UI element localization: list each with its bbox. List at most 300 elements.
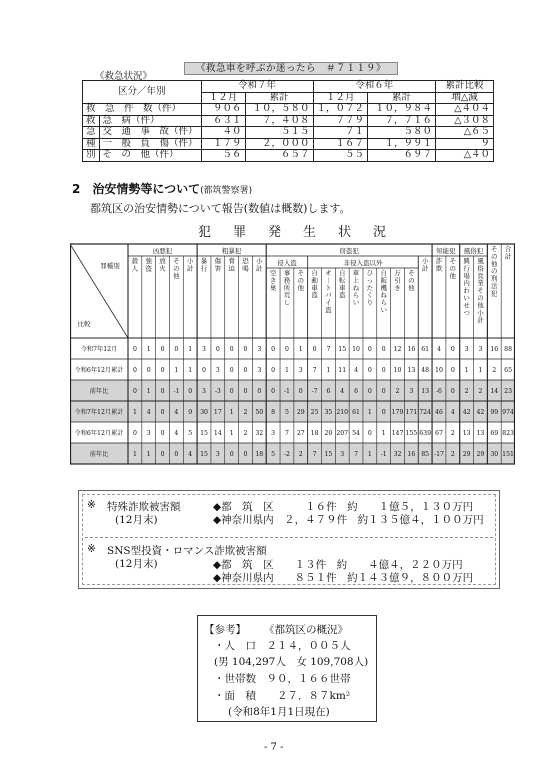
- ambulance-table: [82, 80, 494, 162]
- table-cell: 3: [146, 430, 151, 437]
- amb-cell: ６９７: [368, 150, 436, 162]
- column-header: 所: [283, 283, 291, 292]
- amb-row-label: 交 通 事 故（件）: [99, 127, 201, 139]
- reference-title: 《都筑区の概況》: [264, 624, 348, 636]
- amb-side-label: 別: [83, 150, 100, 162]
- ambulance-banner: 《救急車を呼ぶか迷ったら ＃７１１９》: [184, 62, 398, 75]
- column-header: た: [366, 283, 374, 292]
- table-cell: 0: [367, 367, 372, 374]
- column-header: 小: [421, 257, 429, 265]
- column-header: 巣: [269, 283, 277, 292]
- amb-row-label: 急 病（件）: [99, 115, 201, 127]
- column-header: 火: [159, 264, 166, 273]
- table-cell: 0: [450, 388, 455, 395]
- column-header: 放: [159, 257, 166, 265]
- column-header: 機: [380, 283, 387, 292]
- table-cell: 974: [502, 409, 514, 416]
- header-total2: 累計: [368, 92, 436, 104]
- column-header: 他: [297, 283, 305, 292]
- header-year1: 令和７年: [201, 81, 313, 93]
- table-cell: 7: [312, 367, 317, 374]
- table-cell: -7: [311, 388, 318, 395]
- column-header: 合: [504, 245, 512, 253]
- column-header: 殺: [131, 257, 139, 265]
- column-header: 盗: [325, 306, 332, 314]
- column-header: し: [283, 298, 291, 307]
- column-header: 計: [186, 264, 194, 273]
- table-border: [71, 244, 515, 464]
- fraud2-period: (12月末): [115, 558, 158, 570]
- table-cell: 7: [284, 430, 289, 437]
- column-header: 暴: [200, 257, 208, 265]
- table-cell: 1: [146, 388, 151, 395]
- column-header: ね: [380, 291, 387, 300]
- table-cell: 9: [188, 409, 193, 416]
- table-cell: 1: [188, 367, 193, 374]
- table-cell: 16: [407, 346, 416, 353]
- column-header: 計: [477, 316, 484, 325]
- column-header: 傷: [214, 257, 222, 265]
- table-cell: 3: [464, 346, 469, 353]
- amb-side-label: 救: [83, 115, 100, 127]
- table-cell: -1: [173, 388, 180, 395]
- table-cell: 61: [421, 346, 430, 353]
- table-cell: 30: [200, 409, 208, 416]
- table-cell: 29: [462, 451, 471, 458]
- column-header: 迫: [228, 264, 235, 273]
- table-cell: 0: [132, 430, 137, 437]
- column-header: 引: [394, 276, 401, 285]
- column-header: 内: [463, 279, 470, 288]
- table-cell: 724: [419, 409, 432, 416]
- table-cell: 46: [435, 409, 443, 416]
- section2-heading-note: (都筑警察署): [200, 186, 253, 196]
- column-header: 車: [311, 283, 318, 292]
- amb-row-label: 救 急 件 数（件）: [83, 104, 202, 116]
- column-header: そ: [477, 286, 484, 295]
- column-header: 法: [491, 282, 498, 290]
- table-cell: 0: [243, 346, 248, 353]
- header-total1: 累計: [245, 92, 313, 104]
- column-header: 他: [408, 283, 415, 292]
- amb-cell: ７，７１６: [368, 115, 436, 127]
- reference-population: ・人 口 ２１４，００５人: [214, 640, 351, 652]
- column-header: 詐: [435, 257, 443, 265]
- row-label: 令和6年12月累計: [74, 367, 124, 374]
- table-cell: 0: [271, 346, 276, 353]
- table-cell: 2: [478, 388, 483, 395]
- table-cell: 0: [174, 451, 179, 458]
- column-header: ね: [352, 283, 360, 292]
- amb-cell: △３０８: [436, 115, 494, 127]
- table-cell: 88: [504, 346, 513, 353]
- fraud2-mark: ※: [87, 543, 96, 555]
- column-header: 欺: [435, 264, 443, 273]
- column-header: い: [352, 298, 360, 307]
- amb-cell: １７９: [201, 138, 245, 150]
- table-cell: 29: [476, 451, 485, 458]
- column-header: の: [173, 264, 180, 273]
- corner-top-label: 罪種別: [100, 262, 120, 270]
- amb-cell: ５８０: [368, 127, 436, 139]
- table-cell: 32: [255, 430, 264, 437]
- table-cell: 7: [312, 451, 317, 458]
- table-cell: -2: [283, 451, 290, 458]
- column-header: 盗: [311, 291, 318, 300]
- table-cell: 0: [202, 367, 206, 374]
- fraud1-mark: ※: [87, 499, 96, 511]
- column-header: り: [366, 298, 374, 307]
- amb-cell: １０，５８０: [245, 104, 313, 116]
- column-header: の: [477, 294, 484, 302]
- fraud-box: [78, 490, 500, 589]
- table-cell: 0: [381, 346, 386, 353]
- table-cell: 0: [367, 346, 372, 353]
- table-cell: 18: [255, 451, 264, 458]
- amb-cell: ５１５: [245, 127, 313, 139]
- table-cell: 0: [229, 346, 234, 353]
- column-header: 恐: [242, 257, 249, 265]
- amb-side-label: 種: [83, 138, 100, 150]
- table-cell: 61: [352, 409, 360, 416]
- column-header: 盗: [145, 264, 152, 273]
- table-cell: 0: [450, 346, 455, 353]
- table-cell: 4: [188, 451, 193, 458]
- table-cell: 639: [419, 430, 432, 437]
- section2-heading: [72, 180, 252, 197]
- table-cell: 1: [174, 367, 179, 374]
- table-cell: 16: [490, 346, 499, 353]
- table-cell: 48: [421, 367, 430, 374]
- header-month2: １２月: [313, 92, 368, 104]
- row-label: 令和7年12月: [80, 346, 118, 353]
- table-cell: 13: [407, 367, 416, 374]
- table-cell: 3: [409, 388, 414, 395]
- table-cell: 151: [502, 451, 514, 458]
- amb-cell: １６７: [313, 138, 368, 150]
- table-cell: 0: [188, 388, 193, 395]
- table-cell: 1: [478, 367, 483, 374]
- column-header: そ: [297, 269, 305, 277]
- table-cell: 1: [146, 346, 151, 353]
- column-header: 計: [256, 264, 263, 273]
- table-cell: 3: [257, 367, 262, 374]
- header-compare2: 増△減: [436, 92, 494, 104]
- amb-cell: １，９９１: [368, 138, 436, 150]
- table-cell: 171: [405, 409, 418, 416]
- table-cell: 2: [492, 367, 497, 374]
- amb-cell: ９０６: [201, 104, 245, 116]
- table-cell: 10: [393, 367, 402, 374]
- table-cell: 3: [257, 346, 262, 353]
- table-cell: 0: [160, 409, 165, 416]
- column-header: 人: [131, 264, 139, 273]
- reference-box: [197, 615, 377, 722]
- group-header: 知能犯: [436, 247, 456, 255]
- crime-table-svg: [70, 242, 515, 466]
- table-cell: 12: [393, 346, 402, 353]
- section2-heading-text: 2 治安情勢等について: [72, 182, 201, 196]
- table-cell: 13: [421, 388, 430, 395]
- table-cell: 1: [229, 409, 234, 416]
- column-header: ｜: [325, 276, 332, 285]
- column-header: 他: [449, 271, 457, 280]
- table-cell: -3: [214, 388, 221, 395]
- amb-side-label: 急: [83, 127, 100, 139]
- column-header: き: [394, 283, 401, 292]
- column-header: 事: [283, 269, 291, 277]
- column-header: の: [491, 267, 498, 276]
- table-cell: 0: [243, 367, 248, 374]
- table-cell: 17: [213, 409, 222, 416]
- table-cell: 3: [215, 451, 220, 458]
- table-cell: 13: [476, 430, 485, 437]
- table-cell: 4: [174, 409, 179, 416]
- table-cell: 20: [324, 430, 333, 437]
- column-header: 車: [352, 269, 360, 277]
- column-header: 刑: [491, 274, 498, 283]
- table-cell: 155: [405, 430, 418, 437]
- column-header: 計: [421, 264, 429, 273]
- table-cell: 50: [255, 409, 264, 416]
- amb-cell: ４０: [201, 127, 245, 139]
- table-cell: 15: [324, 451, 333, 458]
- column-header: の: [491, 252, 498, 261]
- amb-cell: ５５: [313, 150, 368, 162]
- amb-cell: １，０７２: [313, 104, 368, 116]
- table-cell: 179: [391, 409, 404, 416]
- table-cell: 1: [367, 409, 372, 416]
- table-cell: 0: [160, 367, 165, 374]
- crime-title: 犯罪発生状況: [198, 225, 409, 240]
- table-cell: 3: [202, 388, 206, 395]
- column-header: の: [408, 276, 415, 285]
- column-header: オ: [325, 269, 332, 277]
- table-cell: 7: [354, 451, 359, 458]
- row-label: 令和7年12月累計: [74, 409, 124, 416]
- table-cell: 0: [450, 367, 455, 374]
- ambulance-section-label: 《救急状況》: [95, 71, 153, 82]
- table-cell: 27: [296, 430, 305, 437]
- column-header: 小: [477, 308, 484, 317]
- amb-cell: ６３１: [201, 115, 245, 127]
- table-cell: 10: [352, 346, 360, 353]
- header-category: 区分／年別: [83, 81, 202, 104]
- table-cell: 5: [188, 430, 193, 437]
- table-cell: 0: [367, 430, 372, 437]
- column-header: 転: [338, 276, 346, 285]
- column-header: 他: [477, 301, 484, 310]
- table-cell: 32: [393, 451, 402, 458]
- column-header: 上: [352, 276, 360, 285]
- column-header: 業: [477, 279, 484, 288]
- table-cell: 0: [160, 430, 165, 437]
- column-header: そ: [449, 257, 457, 265]
- table-cell: 0: [160, 451, 165, 458]
- table-cell: 1: [146, 451, 151, 458]
- column-header: つ: [463, 308, 470, 317]
- reference-area: ・面 積 ２７．８７km²: [214, 690, 351, 702]
- table-cell: 30: [490, 451, 499, 458]
- table-cell: 3: [478, 346, 483, 353]
- column-header: そ: [173, 257, 180, 265]
- column-header: 行: [200, 264, 208, 273]
- table-cell: 67: [435, 430, 443, 437]
- row-label: 前年比: [89, 451, 109, 458]
- table-cell: 18: [310, 430, 319, 437]
- table-cell: 0: [271, 388, 276, 395]
- header-compare: 累計比較: [436, 81, 494, 93]
- reference-as-of: (令和8年1月1日現在): [228, 706, 330, 718]
- subgroup-header: 非侵入盗以外: [343, 259, 383, 267]
- fraud1-period: (12月末): [115, 514, 158, 526]
- amb-cell: ２，０００: [245, 138, 313, 150]
- table-cell: 0: [132, 388, 137, 395]
- column-header: 空: [269, 269, 277, 277]
- group-header: 窃盗犯: [339, 247, 359, 255]
- table-cell: 1: [229, 430, 234, 437]
- column-header: 小: [186, 257, 194, 265]
- table-cell: 1: [298, 346, 303, 353]
- table-cell: 0: [229, 367, 234, 374]
- table-cell: 210: [336, 409, 349, 416]
- column-header: 自: [338, 269, 346, 277]
- column-header: 自: [311, 269, 318, 277]
- table-cell: 1: [326, 367, 331, 374]
- table-cell: 42: [476, 409, 485, 416]
- table-cell: 6: [326, 388, 331, 395]
- table-cell: 1: [132, 409, 137, 416]
- table-cell: 11: [338, 367, 347, 374]
- table-cell: 1: [188, 346, 193, 353]
- column-header: の: [297, 276, 305, 285]
- column-header: 興: [463, 257, 470, 265]
- table-cell: 3: [271, 430, 276, 437]
- table-cell: -1: [283, 388, 290, 395]
- table-cell: 0: [381, 367, 386, 374]
- table-cell: 3: [340, 451, 345, 458]
- column-header: 荒: [283, 291, 291, 300]
- amb-row-label: 一 般 負 傷（件）: [99, 138, 201, 150]
- table-cell: 207: [336, 430, 349, 437]
- crime-table: [70, 242, 515, 466]
- column-header: そ: [408, 269, 415, 277]
- fraud-box-divider: [85, 537, 493, 538]
- column-header: い: [463, 294, 470, 302]
- table-cell: 14: [490, 388, 499, 395]
- row-label: 令和6年12月累計: [74, 430, 124, 437]
- table-cell: 15: [200, 451, 208, 458]
- fraud1-line1: ◆都 筑 区 １６件 約 １億５，１３０万円: [213, 501, 474, 513]
- amb-cell: ６５７: [245, 150, 313, 162]
- table-cell: 0: [215, 346, 220, 353]
- table-cell: 0: [160, 346, 165, 353]
- column-header: く: [366, 291, 374, 300]
- column-header: わ: [463, 286, 470, 295]
- table-cell: 3: [202, 346, 206, 353]
- table-cell: 10: [435, 367, 443, 374]
- group-header: 凶悪犯: [152, 247, 173, 255]
- column-header: き: [269, 276, 277, 285]
- table-cell: 147: [391, 430, 404, 437]
- column-header: 動: [311, 276, 318, 285]
- amb-cell: △６５: [436, 127, 494, 139]
- table-cell: 0: [298, 388, 303, 395]
- table-cell: 1: [132, 451, 137, 458]
- reference-population-detail: (男 104,297人 女 109,708人): [214, 656, 369, 668]
- table-cell: 69: [490, 430, 499, 437]
- table-cell: 4: [437, 346, 441, 353]
- fraud2-title: SNS型投資・ロマンス詐欺被害額: [107, 545, 267, 557]
- table-cell: 0: [243, 451, 248, 458]
- table-cell: 3: [215, 367, 220, 374]
- page-number: - 7 -: [264, 742, 284, 753]
- table-cell: 0: [381, 409, 386, 416]
- table-cell: 15: [338, 346, 347, 353]
- table-cell: 4: [146, 409, 151, 416]
- table-cell: 2: [298, 451, 303, 458]
- reference-tag: 【参考】: [204, 624, 246, 636]
- column-header: ら: [352, 291, 360, 300]
- table-cell: 2: [243, 430, 248, 437]
- table-cell: 4: [174, 430, 179, 437]
- column-header: 計: [504, 252, 512, 261]
- table-cell: 4: [354, 367, 359, 374]
- table-cell: 0: [312, 346, 317, 353]
- table-cell: 0: [132, 346, 137, 353]
- table-cell: 15: [200, 430, 208, 437]
- table-cell: 2: [450, 451, 455, 458]
- column-header: っ: [366, 276, 374, 285]
- column-header: せ: [463, 301, 470, 310]
- reference-households: ・世帯数 ９０，１６６世帯: [214, 673, 351, 685]
- table-cell: 23: [504, 388, 513, 395]
- table-cell: 0: [271, 367, 276, 374]
- column-header: 他: [173, 271, 180, 280]
- column-header: ト: [325, 283, 332, 292]
- table-cell: 16: [407, 451, 416, 458]
- table-cell: 85: [421, 451, 430, 458]
- fraud1-line2: ◆神奈川県内 ２，４７９件 約１３５億４，１００万円: [213, 514, 484, 526]
- table-cell: 3: [298, 367, 303, 374]
- table-cell: 0: [132, 367, 137, 374]
- table-cell: -17: [433, 451, 444, 458]
- table-cell: -1: [380, 451, 387, 458]
- table-cell: 0: [229, 451, 234, 458]
- amb-row-label: そ の 他（件）: [99, 150, 201, 162]
- table-cell: 2: [243, 409, 248, 416]
- table-cell: 1: [464, 367, 469, 374]
- table-cell: 0: [381, 388, 386, 395]
- table-cell: 0: [367, 388, 372, 395]
- column-header: 犯: [491, 289, 498, 298]
- column-header: 脅: [228, 257, 235, 265]
- table-cell: 0: [243, 388, 248, 395]
- table-cell: 4: [340, 388, 345, 395]
- row-label: 前年比: [89, 388, 109, 395]
- column-header: 他: [491, 259, 498, 268]
- amb-cell: １０，９８４: [368, 104, 436, 116]
- column-header: 務: [283, 276, 291, 285]
- table-cell: 29: [296, 409, 305, 416]
- group-header: 粗暴犯: [221, 247, 242, 255]
- column-header: 営: [477, 271, 484, 280]
- column-header: 風: [477, 257, 484, 265]
- table-cell: 2: [464, 388, 469, 395]
- table-cell: 1: [381, 430, 386, 437]
- table-cell: 54: [352, 430, 360, 437]
- table-cell: 2: [450, 430, 455, 437]
